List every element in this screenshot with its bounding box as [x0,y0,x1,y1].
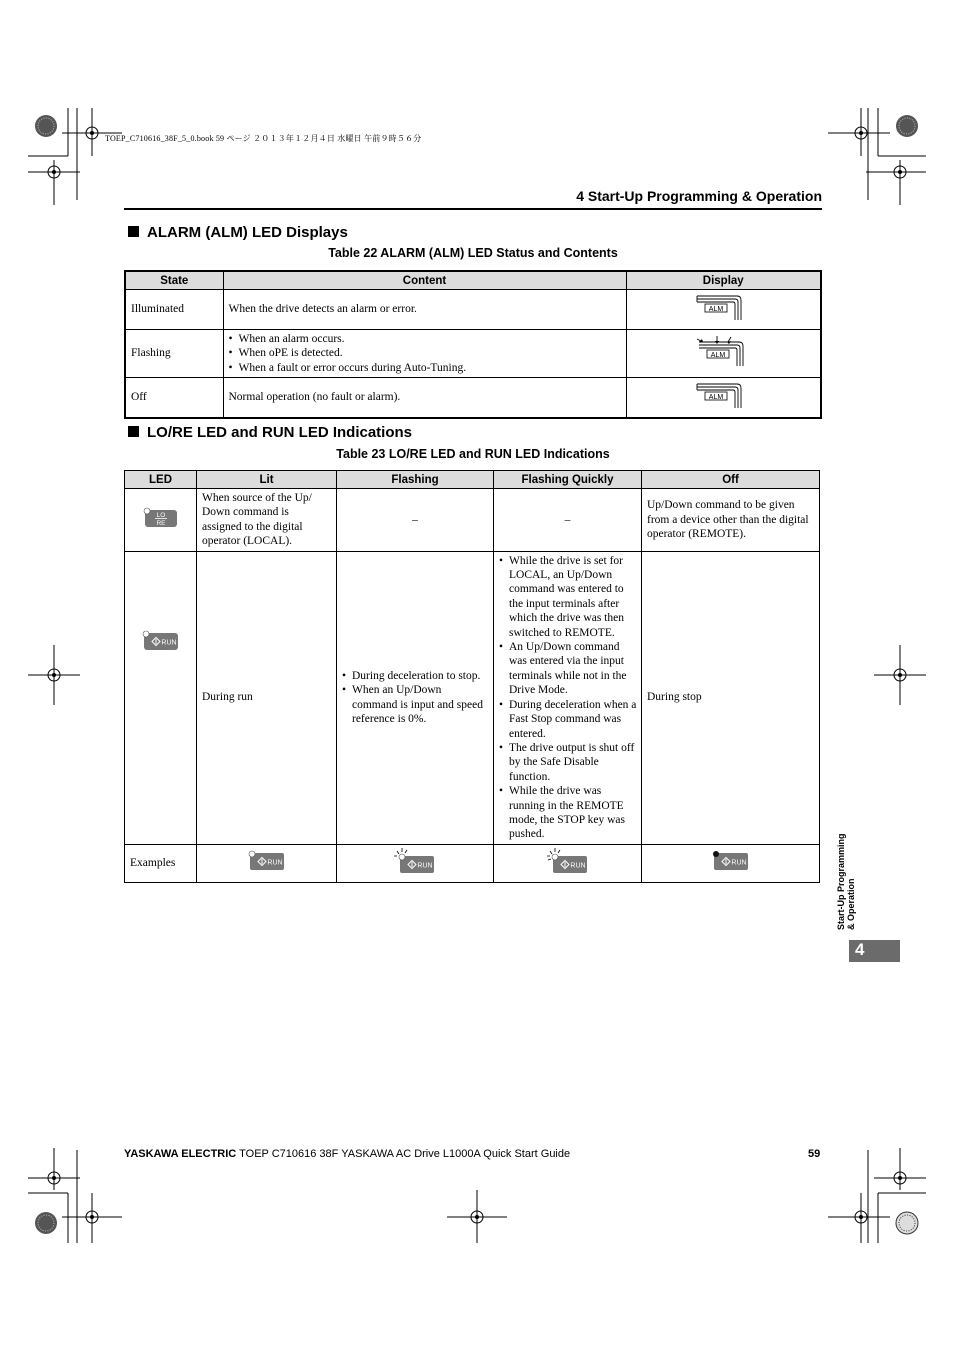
column-header: Content [223,271,626,290]
run-label: RUN [266,859,283,867]
alm-label: ALM [709,394,724,402]
re-label: RE [155,519,166,527]
alm-label: ALM [711,352,726,360]
run-led-off-example-icon [711,850,751,872]
lore-run-led-table [124,470,820,883]
run-label: RUN [417,862,433,870]
example-flashing-quickly-cell [494,844,642,882]
flashing-quickly-item: • During deceleration when a Fast Stop command was entered. [509,698,639,741]
column-header: State [125,271,223,290]
run-led-flashing-quickly-example-icon [545,847,591,875]
table-caption-22: Table 22 ALARM (ALM) LED Status and Contents [328,246,618,260]
column-header: Flashing Quickly [494,471,642,489]
led-cell [125,489,197,552]
section-title-lore-run [128,424,412,441]
flashing-quickly-cell: – [494,489,642,552]
flashing-cell [337,551,494,844]
flashing-quickly-item: • The drive output is shut off by the Safe Disable function. [509,741,639,784]
flashing-item: • When an Up/Down command is input and speed reference is 0%. [352,683,488,726]
example-flashing-cell [337,844,494,882]
chapter-tab [849,940,900,962]
running-head: 4 Start-Up Programming & Operation [576,188,822,204]
table-row [125,330,821,378]
table-caption-23: Table 23 LO/RE LED and RUN LED Indications [336,447,610,461]
lit-cell: When source of the Up/ Down command is assigned to the digital operator (LOCAL). [197,489,337,552]
lo-re-led-icon [142,507,180,529]
alm-led-off-icon [693,381,753,409]
side-tab-line: Start-Up Programming [836,833,846,930]
state-cell: Flashing [125,330,223,378]
page-number: 59 [808,1148,821,1160]
column-header: Display [626,271,821,290]
examples-label-cell: Examples [125,844,197,882]
column-header: Lit [197,471,337,489]
state-cell: Off [125,378,223,418]
section-title-text: ALARM (ALM) LED Displays [147,224,348,241]
content-item: • When oPE is detected. [239,346,621,360]
run-led-flashing-example-icon [392,847,438,875]
chapter-number: 4 [855,940,865,959]
alarm-led-table [124,270,822,419]
header-rule [124,208,822,210]
column-header: Off [642,471,820,489]
content-item: • When a fault or error occurs during Auto-Tuning. [239,361,621,375]
section-title-text: LO/RE LED and RUN LED Indications [147,424,413,441]
run-label: RUN [569,862,586,870]
lo-label: LO [156,511,165,519]
book-meta-line: TOEP_C710616_38F_5_0.book 59 ページ ２０１３年１２月４日 水曜日 午前９時５６分 [105,134,422,143]
run-led-lit-example-icon [247,850,287,872]
section-square-icon [128,226,139,237]
alm-led-illuminated-icon [693,293,753,321]
content-cell: Normal operation (no fault or alarm). [223,378,626,418]
run-led-icon [141,630,181,652]
run-label: RUN [730,859,747,867]
column-header: Flashing [337,471,494,489]
side-tab-line: & Operation [846,878,856,930]
table-row [125,290,821,330]
footer-brand: YASKAWA ELECTRIC [124,1148,237,1160]
content-cell [223,330,626,378]
table-row [125,489,820,552]
off-cell: During stop [642,551,820,844]
flashing-quickly-item: • While the drive is set for LOCAL, an Up/Down command was entered to the input terminals after which the drive was then switched to REMOTE. [509,554,639,640]
side-tab-label [836,820,862,930]
run-label: RUN [160,639,177,647]
footer [124,1148,570,1160]
example-off-cell [642,844,820,882]
footer-text: TOEP C710616 38F YASKAWA AC Drive L1000A Quick Start Guide [236,1148,571,1160]
flashing-quickly-cell [494,551,642,844]
display-cell [626,378,821,418]
section-title-alarm [128,224,348,241]
state-cell: Illuminated [125,290,223,330]
flashing-quickly-item: • While the drive was running in the REMOTE mode, the STOP key was pushed. [509,784,639,842]
example-lit-cell [197,844,337,882]
table-row [125,844,820,882]
alm-led-flashing-icon [691,335,755,367]
flashing-cell: – [337,489,494,552]
content-cell: When the drive detects an alarm or error. [223,290,626,330]
off-cell: Up/Down command to be given from a device other than the digital operator (REMOTE). [642,489,820,552]
alm-label: ALM [709,306,724,314]
table-row [125,551,820,844]
led-cell [125,551,197,844]
table-header-row [125,471,820,489]
display-cell [626,330,821,378]
column-header: LED [125,471,197,489]
section-square-icon [128,426,139,437]
lit-cell: During run [197,551,337,844]
display-cell [626,290,821,330]
table-header-row [125,271,821,290]
content-item: • When an alarm occurs. [239,332,621,346]
flashing-quickly-item: • An Up/Down command was entered via the input terminals while not in the Drive Mode. [509,640,639,698]
flashing-item: • During deceleration to stop. [352,669,488,683]
table-row [125,378,821,418]
